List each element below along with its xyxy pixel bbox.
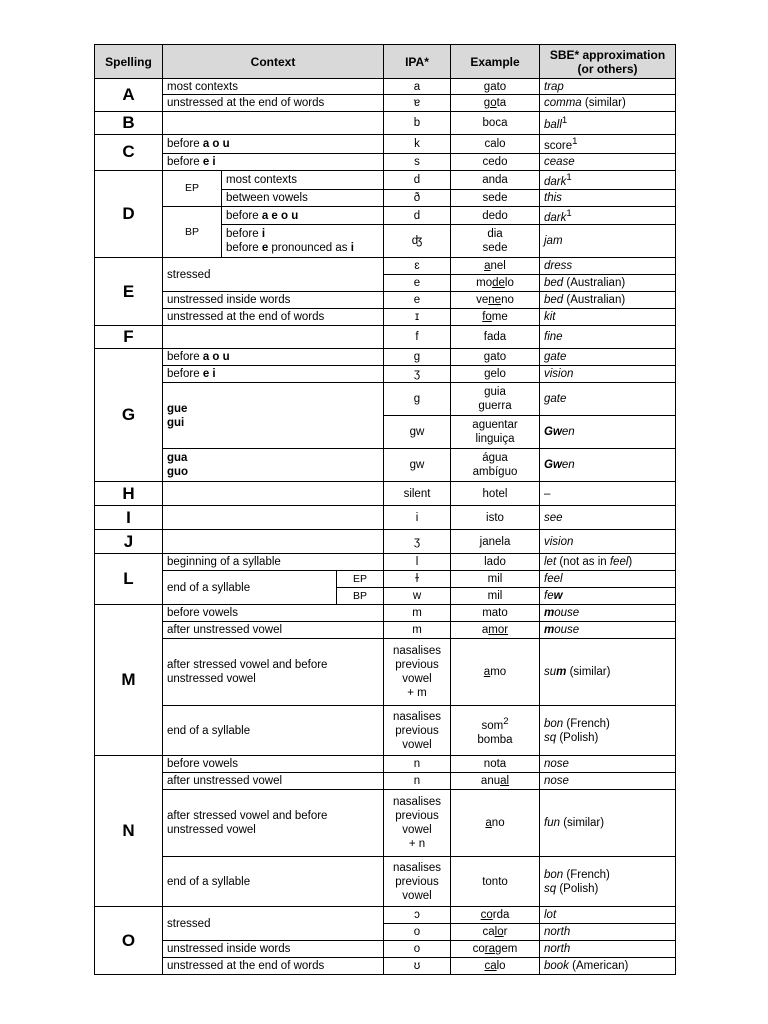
sbe-cell: dark$^1$ — [540, 170, 676, 189]
spelling-letter: I — [95, 506, 163, 530]
example-cell: modelo — [451, 275, 540, 292]
sbe-cell: bon (French) sq (Polish) — [540, 706, 676, 756]
example-cell: aguentar linguiça — [451, 416, 540, 449]
ipa-cell: ɔ — [384, 907, 451, 924]
sbe-cell: – — [540, 482, 676, 506]
example-cell: anual — [451, 773, 540, 790]
sbe-cell: kit — [540, 309, 676, 326]
example-cell: amo — [451, 639, 540, 706]
ipa-cell: f — [384, 326, 451, 349]
ipa-cell: e — [384, 292, 451, 309]
ipa-cell: n — [384, 756, 451, 773]
context-cell: gua guo — [163, 449, 384, 482]
table-row — [95, 258, 676, 275]
context-cell: before vowels — [163, 756, 384, 773]
ipa-cell: ʊ — [384, 958, 451, 975]
ipa-cell: nasalises previous vowel + n — [384, 790, 451, 857]
spelling-letter: A — [95, 79, 163, 112]
example-cell: cedo — [451, 153, 540, 170]
spelling-letter: D — [95, 170, 163, 258]
sbe-cell: nose — [540, 756, 676, 773]
context-cell: most contexts — [163, 79, 384, 95]
example-cell: água ambíguo — [451, 449, 540, 482]
table-row — [95, 326, 676, 349]
header-context: Context — [163, 45, 384, 79]
context-cell: unstressed at the end of words — [163, 958, 384, 975]
example-cell: calo — [451, 958, 540, 975]
ipa-cell: d — [384, 170, 451, 189]
ipa-cell: ɐ — [384, 95, 451, 112]
context-cell: most contexts — [222, 170, 384, 189]
context-cell — [163, 530, 384, 554]
context-cell: after stressed vowel and before unstressed vowel — [163, 639, 384, 706]
context-cell — [163, 506, 384, 530]
table-row — [95, 95, 676, 112]
variant-bp: BP — [337, 588, 384, 605]
spelling-letter: O — [95, 907, 163, 975]
sbe-cell: book (American) — [540, 958, 676, 975]
table-row — [95, 449, 676, 482]
example-cell: fada — [451, 326, 540, 349]
example-cell: sede — [451, 189, 540, 206]
table-row — [95, 790, 676, 857]
ipa-cell: s — [384, 153, 451, 170]
header-sbe: SBE* approximation (or others) — [540, 45, 676, 79]
example-cell: calor — [451, 924, 540, 941]
ipa-cell: d — [384, 206, 451, 225]
context-cell: before e i — [163, 153, 384, 170]
context-cell: end of a syllable — [163, 857, 384, 907]
table-row — [95, 773, 676, 790]
context-cell: stressed — [163, 907, 384, 941]
context-cell — [163, 112, 384, 135]
context-cell: before a e o u — [222, 206, 384, 225]
spelling-letter: N — [95, 756, 163, 907]
context-cell: before a o u — [163, 135, 384, 154]
ipa-cell: nasalises previous vowel — [384, 857, 451, 907]
sbe-cell: see — [540, 506, 676, 530]
example-cell: tonto — [451, 857, 540, 907]
sbe-cell: cease — [540, 153, 676, 170]
ipa-cell: k — [384, 135, 451, 154]
spelling-letter: G — [95, 349, 163, 482]
table-row — [95, 756, 676, 773]
sbe-cell: bon (French) sq (Polish) — [540, 857, 676, 907]
example-cell: fome — [451, 309, 540, 326]
example-cell: ano — [451, 790, 540, 857]
ipa-cell: l — [384, 554, 451, 571]
sbe-cell: vision — [540, 530, 676, 554]
variant-bp: BP — [163, 206, 222, 258]
spelling-letter: H — [95, 482, 163, 506]
sbe-cell: Gwen — [540, 449, 676, 482]
table-row — [95, 857, 676, 907]
table-row — [95, 639, 676, 706]
sbe-cell: dress — [540, 258, 676, 275]
example-cell: janela — [451, 530, 540, 554]
table-row — [95, 706, 676, 756]
spelling-letter: E — [95, 258, 163, 326]
example-cell: gato — [451, 349, 540, 366]
ipa-cell: g — [384, 349, 451, 366]
context-cell: stressed — [163, 258, 384, 292]
table-row — [95, 383, 676, 416]
spelling-letter: L — [95, 554, 163, 605]
table-row — [95, 571, 676, 588]
table-row — [95, 79, 676, 95]
table-row — [95, 206, 676, 225]
ipa-cell: silent — [384, 482, 451, 506]
sbe-cell: comma (similar) — [540, 95, 676, 112]
example-cell: anel — [451, 258, 540, 275]
ipa-cell: ɪ — [384, 309, 451, 326]
example-cell: corda — [451, 907, 540, 924]
table-row — [95, 605, 676, 622]
table-row — [95, 958, 676, 975]
sbe-cell: fine — [540, 326, 676, 349]
sbe-cell: sum (similar) — [540, 639, 676, 706]
ipa-cell: ʒ — [384, 366, 451, 383]
example-cell: gelo — [451, 366, 540, 383]
table-row — [95, 530, 676, 554]
ipa-cell: a — [384, 79, 451, 95]
context-cell: beginning of a syllable — [163, 554, 384, 571]
context-cell: unstressed inside words — [163, 941, 384, 958]
sbe-cell: gate — [540, 349, 676, 366]
sbe-cell: score$^1$ — [540, 135, 676, 154]
table-row — [95, 170, 676, 189]
pronunciation-table — [94, 44, 676, 975]
context-cell: end of a syllable — [163, 706, 384, 756]
table-row — [95, 292, 676, 309]
sbe-cell: vision — [540, 366, 676, 383]
sbe-cell: nose — [540, 773, 676, 790]
table-row — [95, 112, 676, 135]
table-row — [95, 622, 676, 639]
ipa-cell: ʤ — [384, 225, 451, 258]
context-cell: after unstressed vowel — [163, 622, 384, 639]
sbe-cell: Gwen — [540, 416, 676, 449]
example-cell: amor — [451, 622, 540, 639]
example-cell: coragem — [451, 941, 540, 958]
context-cell: unstressed inside words — [163, 292, 384, 309]
table-row — [95, 506, 676, 530]
sbe-cell: north — [540, 941, 676, 958]
sbe-cell: bed (Australian) — [540, 275, 676, 292]
spelling-letter: C — [95, 135, 163, 171]
header-row — [95, 45, 676, 79]
context-cell: after unstressed vowel — [163, 773, 384, 790]
context-cell: before a o u — [163, 349, 384, 366]
sbe-cell: bed (Australian) — [540, 292, 676, 309]
context-cell: between vowels — [222, 189, 384, 206]
context-cell: before e i — [163, 366, 384, 383]
example-cell: mil — [451, 588, 540, 605]
table-row — [95, 482, 676, 506]
table-row — [95, 349, 676, 366]
sbe-cell: feel — [540, 571, 676, 588]
header-ipa: IPA* — [384, 45, 451, 79]
ipa-cell: m — [384, 605, 451, 622]
example-cell: mil — [451, 571, 540, 588]
example-cell: calo — [451, 135, 540, 154]
ipa-cell: e — [384, 275, 451, 292]
ipa-cell: ð — [384, 189, 451, 206]
context-cell — [163, 326, 384, 349]
example-cell: gota — [451, 95, 540, 112]
table-row — [95, 366, 676, 383]
ipa-cell: g — [384, 383, 451, 416]
ipa-cell: w — [384, 588, 451, 605]
ipa-cell: b — [384, 112, 451, 135]
context-cell: unstressed at the end of words — [163, 95, 384, 112]
spelling-letter: J — [95, 530, 163, 554]
table-row — [95, 907, 676, 924]
sbe-cell: mouse — [540, 605, 676, 622]
example-cell: gato — [451, 79, 540, 95]
table-row — [95, 309, 676, 326]
sbe-cell: ball$^1$ — [540, 112, 676, 135]
ipa-cell: ʒ — [384, 530, 451, 554]
example-cell: som$^2$ bomba — [451, 706, 540, 756]
example-cell: dia sede — [451, 225, 540, 258]
ipa-cell: nasalises previous vowel — [384, 706, 451, 756]
context-cell: before i before e pronounced as i — [222, 225, 384, 258]
context-cell: unstressed at the end of words — [163, 309, 384, 326]
table-row — [95, 554, 676, 571]
example-cell: anda — [451, 170, 540, 189]
ipa-cell: ɛ — [384, 258, 451, 275]
ipa-cell: m — [384, 622, 451, 639]
ipa-cell: o — [384, 924, 451, 941]
spelling-letter: M — [95, 605, 163, 756]
sbe-cell: trap — [540, 79, 676, 95]
ipa-cell: n — [384, 773, 451, 790]
context-cell — [163, 482, 384, 506]
spelling-letter: F — [95, 326, 163, 349]
example-cell: guia guerra — [451, 383, 540, 416]
header-spelling: Spelling — [95, 45, 163, 79]
example-cell: hotel — [451, 482, 540, 506]
context-cell: before vowels — [163, 605, 384, 622]
ipa-cell: gw — [384, 449, 451, 482]
header-example: Example — [451, 45, 540, 79]
context-cell: gue gui — [163, 383, 384, 449]
context-cell: end of a syllable — [163, 571, 337, 605]
example-cell: nota — [451, 756, 540, 773]
example-cell: mato — [451, 605, 540, 622]
sbe-cell: mouse — [540, 622, 676, 639]
sbe-cell: gate — [540, 383, 676, 416]
example-cell: dedo — [451, 206, 540, 225]
context-cell: after stressed vowel and before unstressed vowel — [163, 790, 384, 857]
example-cell: veneno — [451, 292, 540, 309]
spelling-letter: B — [95, 112, 163, 135]
example-cell: lado — [451, 554, 540, 571]
sbe-cell: let (not as in feel) — [540, 554, 676, 571]
sbe-cell: fun (similar) — [540, 790, 676, 857]
sbe-cell: this — [540, 189, 676, 206]
sbe-cell: lot — [540, 907, 676, 924]
example-cell: isto — [451, 506, 540, 530]
ipa-cell: gw — [384, 416, 451, 449]
ipa-cell: o — [384, 941, 451, 958]
variant-ep: EP — [163, 170, 222, 206]
variant-ep: EP — [337, 571, 384, 588]
table-row — [95, 135, 676, 154]
sbe-cell: dark$^1$ — [540, 206, 676, 225]
sbe-cell: few — [540, 588, 676, 605]
example-cell: boca — [451, 112, 540, 135]
sbe-cell: jam — [540, 225, 676, 258]
sbe-cell: north — [540, 924, 676, 941]
table-row — [95, 941, 676, 958]
ipa-cell: ɫ — [384, 571, 451, 588]
table-row — [95, 153, 676, 170]
ipa-cell: nasalises previous vowel + m — [384, 639, 451, 706]
ipa-cell: i — [384, 506, 451, 530]
